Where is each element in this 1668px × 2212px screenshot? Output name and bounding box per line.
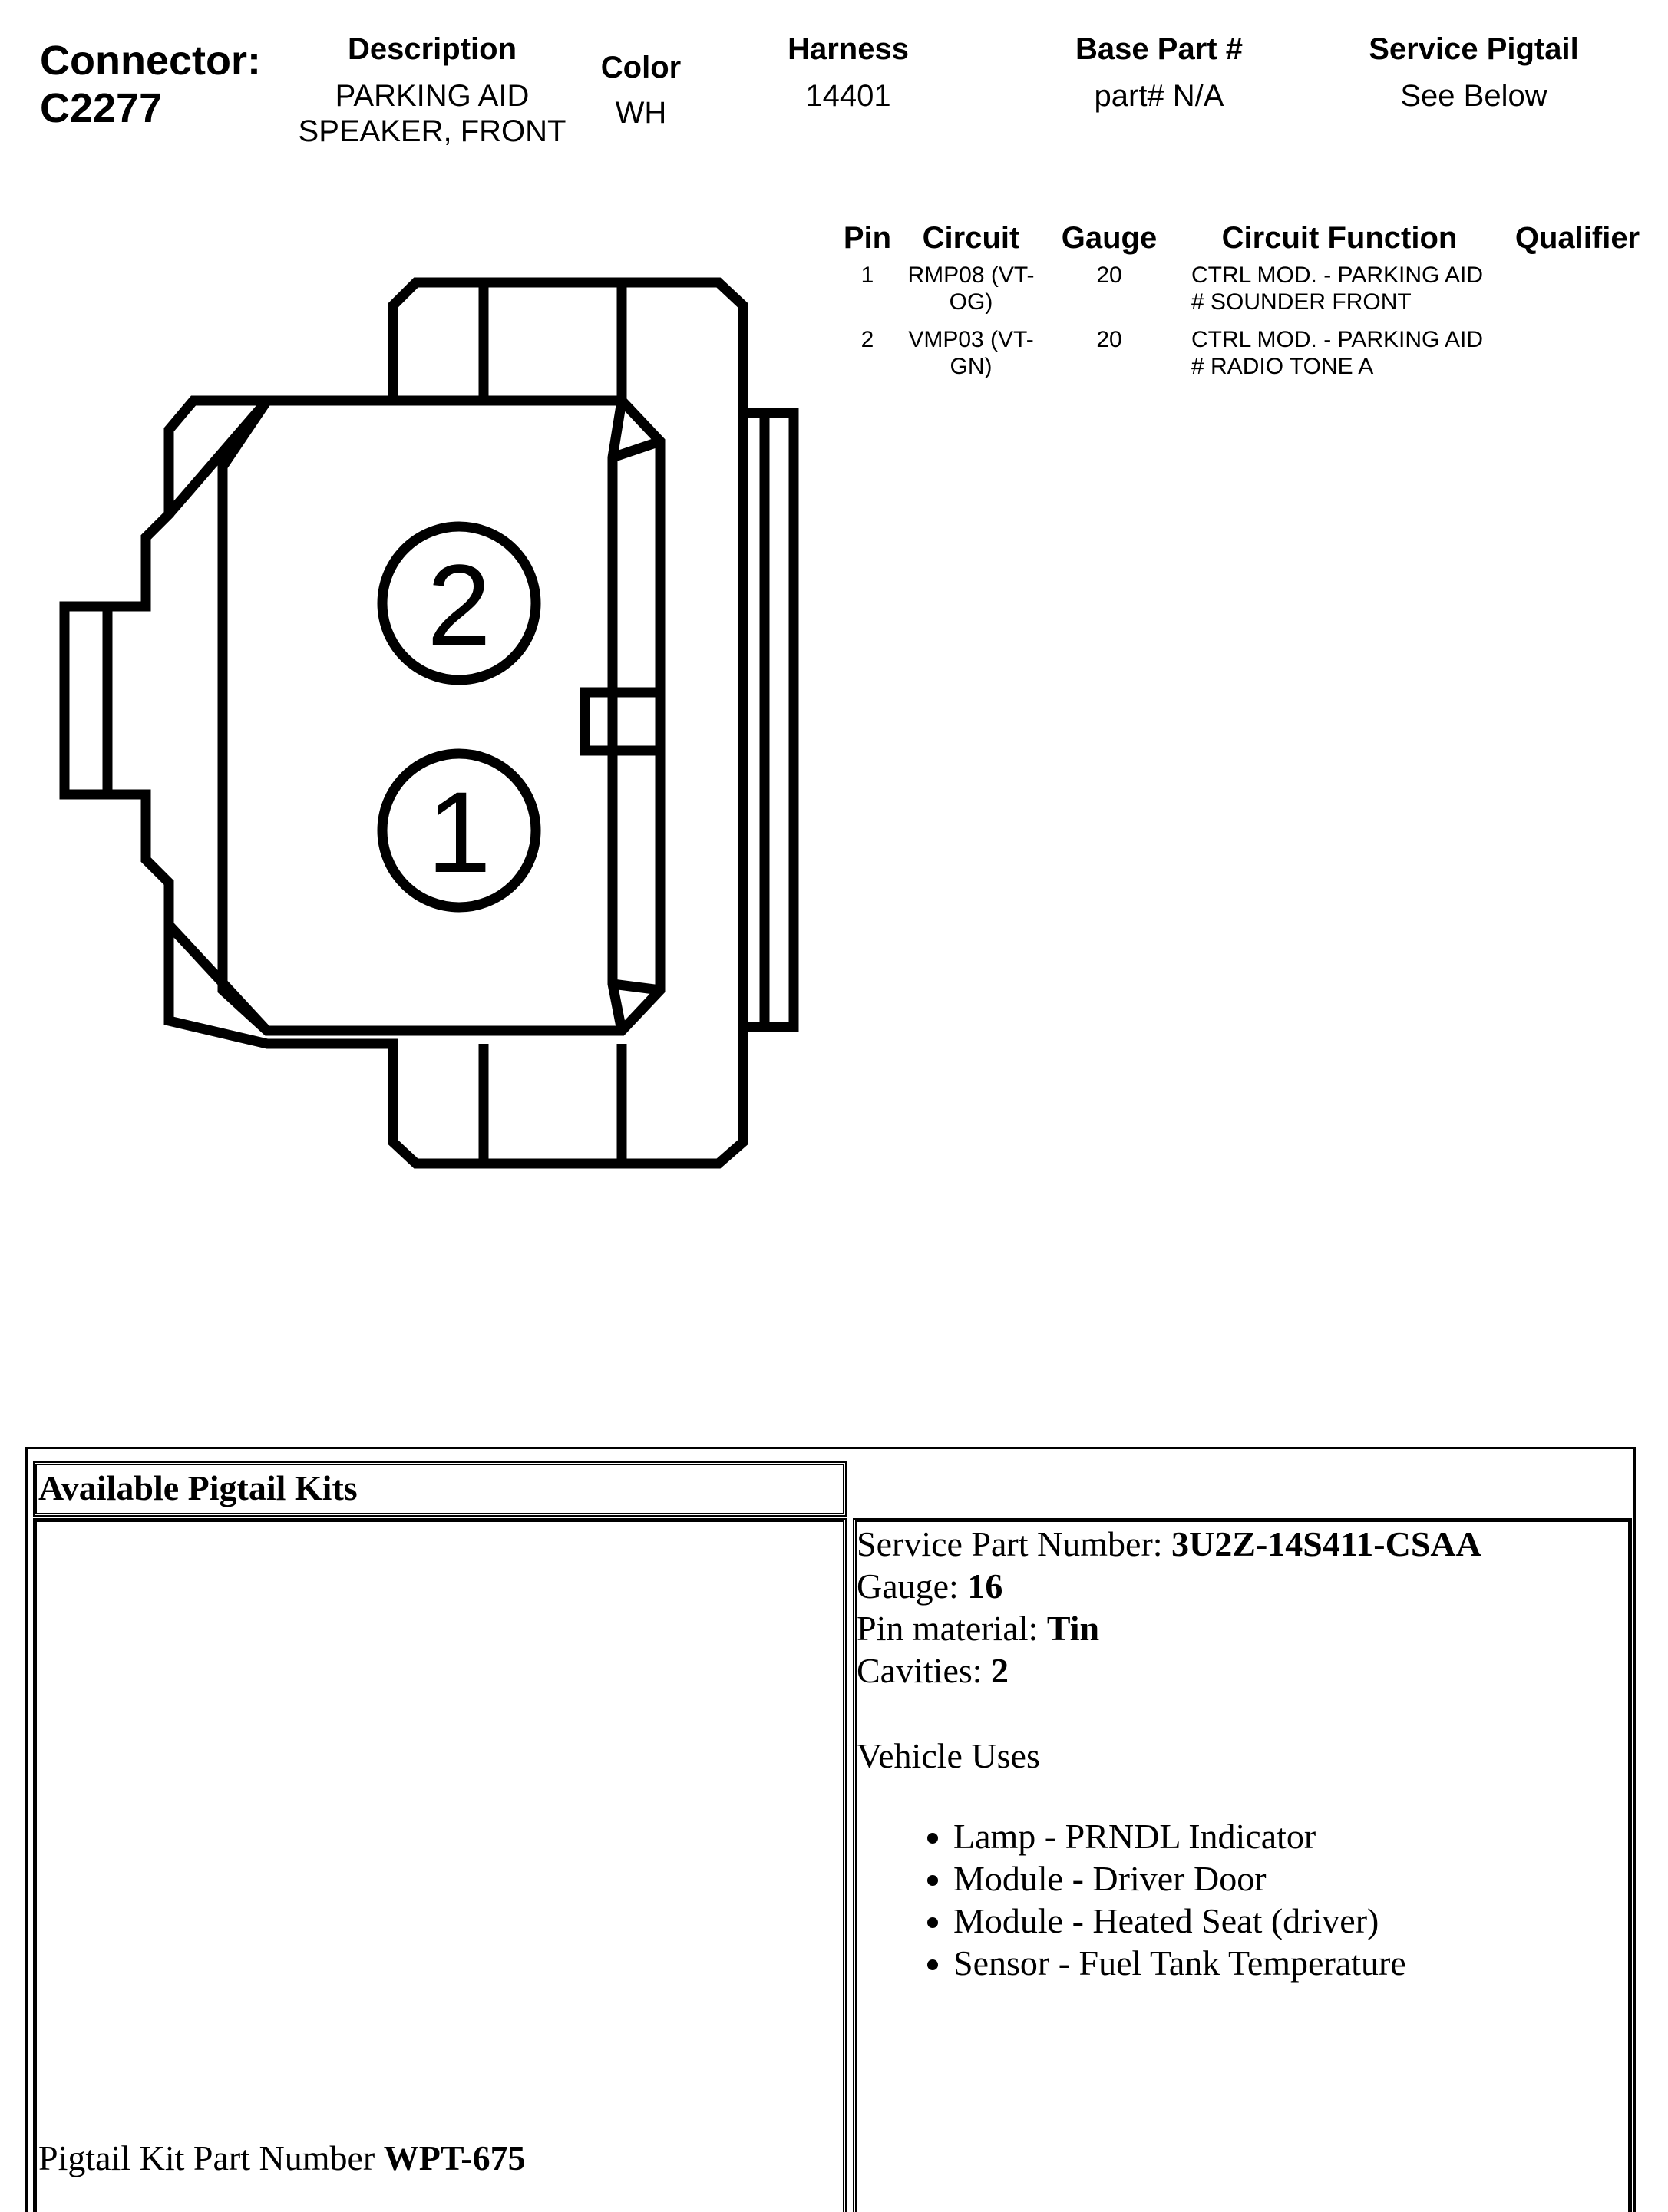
pin-header: Pin (843, 221, 892, 255)
description-header: Description (347, 32, 517, 66)
pin-material-line (857, 1607, 1481, 1649)
qualifier-header: Qualifier (1514, 221, 1640, 255)
description-line1: PARKING AID (335, 79, 530, 113)
kit-part-value: WPT-675 (383, 2138, 526, 2177)
pin-number: 2 (860, 327, 874, 352)
circuit-header: Circuit (922, 221, 1020, 255)
color-value: WH (615, 96, 667, 130)
description-line2: SPEAKER, FRONT (298, 114, 566, 148)
table-row (837, 326, 1650, 391)
cavities-label: Cavities: (857, 1651, 992, 1690)
gauge-value: 16 (967, 1567, 1003, 1606)
latch-tab (585, 692, 660, 751)
list-item: • Module - Heated Seat (driver) (953, 1900, 1406, 1942)
qualifier-cell (1505, 326, 1650, 391)
kit-specs (857, 1523, 1481, 1692)
function-line2: # RADIO TONE A (1191, 354, 1374, 379)
cavities-line (857, 1649, 1481, 1692)
circuit-line1: RMP08 (VT- (907, 262, 1035, 288)
pin-1-label: 1 (427, 768, 491, 896)
inner-face (223, 401, 660, 1031)
gauge-header: Gauge (1061, 221, 1158, 255)
list-item: • Lamp - PRNDL Indicator (953, 1815, 1406, 1857)
vehicle-uses-label: Vehicle Uses (857, 1736, 1040, 1775)
qualifier-cell (1505, 262, 1650, 326)
connector-title (40, 37, 261, 132)
connector-id: C2277 (40, 85, 163, 131)
table-row (837, 262, 1650, 326)
kits-title: Available Pigtail Kits (38, 1468, 358, 1507)
list-item: • Sensor - Fuel Tank Temperature (953, 1942, 1406, 1984)
harness-value: 14401 (805, 79, 891, 113)
pin-table-header (837, 221, 1650, 262)
circuit-cell (898, 262, 1044, 326)
base-part-value: part# N/A (1094, 79, 1224, 113)
service-part-label: Service Part Number: (857, 1524, 1172, 1563)
kit-image-cell (33, 1518, 847, 2212)
service-part-value: 3U2Z-14S411-CSAA (1171, 1524, 1481, 1563)
list-item: • Module - Driver Door (953, 1857, 1406, 1900)
circuit-cell (898, 326, 1044, 391)
cavities-value: 2 (991, 1651, 1009, 1690)
connector-label: Connector: (40, 38, 261, 84)
rail-notch-bottom (613, 984, 660, 990)
base-part-header: Base Part # (1075, 32, 1243, 66)
inner-rail (613, 401, 622, 1031)
circuit-line2: OG) (949, 289, 993, 315)
circuit-line1: VMP03 (VT- (908, 327, 1034, 352)
pin-number: 1 (860, 262, 874, 288)
function-line1: CTRL MOD. - PARKING AID (1191, 327, 1484, 352)
pin-2-label: 2 (427, 540, 491, 669)
function-cell (1174, 326, 1505, 391)
service-pigtail-value: See Below (1400, 79, 1547, 113)
pin-table (837, 221, 1650, 391)
function-line1: CTRL MOD. - PARKING AID (1191, 262, 1484, 288)
harness-header: Harness (788, 32, 909, 66)
gauge-line (857, 1565, 1481, 1607)
kit-part-number (38, 2137, 526, 2179)
kit-part-label: Pigtail Kit Part Number (38, 2138, 384, 2177)
gauge-cell: 20 (1096, 262, 1122, 288)
gauge-cell: 20 (1096, 327, 1122, 352)
function-cell (1174, 262, 1505, 326)
circuit-line2: GN) (950, 354, 993, 379)
gauge-label: Gauge: (857, 1567, 968, 1606)
service-pigtail-header: Service Pigtail (1369, 32, 1579, 66)
pin-material-value: Tin (1046, 1609, 1100, 1648)
service-part-line (857, 1523, 1481, 1565)
function-line2: # SOUNDER FRONT (1191, 289, 1412, 315)
vehicle-uses-list (921, 1815, 1406, 1984)
description-value (282, 78, 582, 149)
connector-face-diagram (0, 230, 829, 1182)
color-header: Color (600, 51, 682, 84)
function-header: Circuit Function (1221, 221, 1458, 255)
pin-material-label: Pin material: (857, 1609, 1047, 1648)
